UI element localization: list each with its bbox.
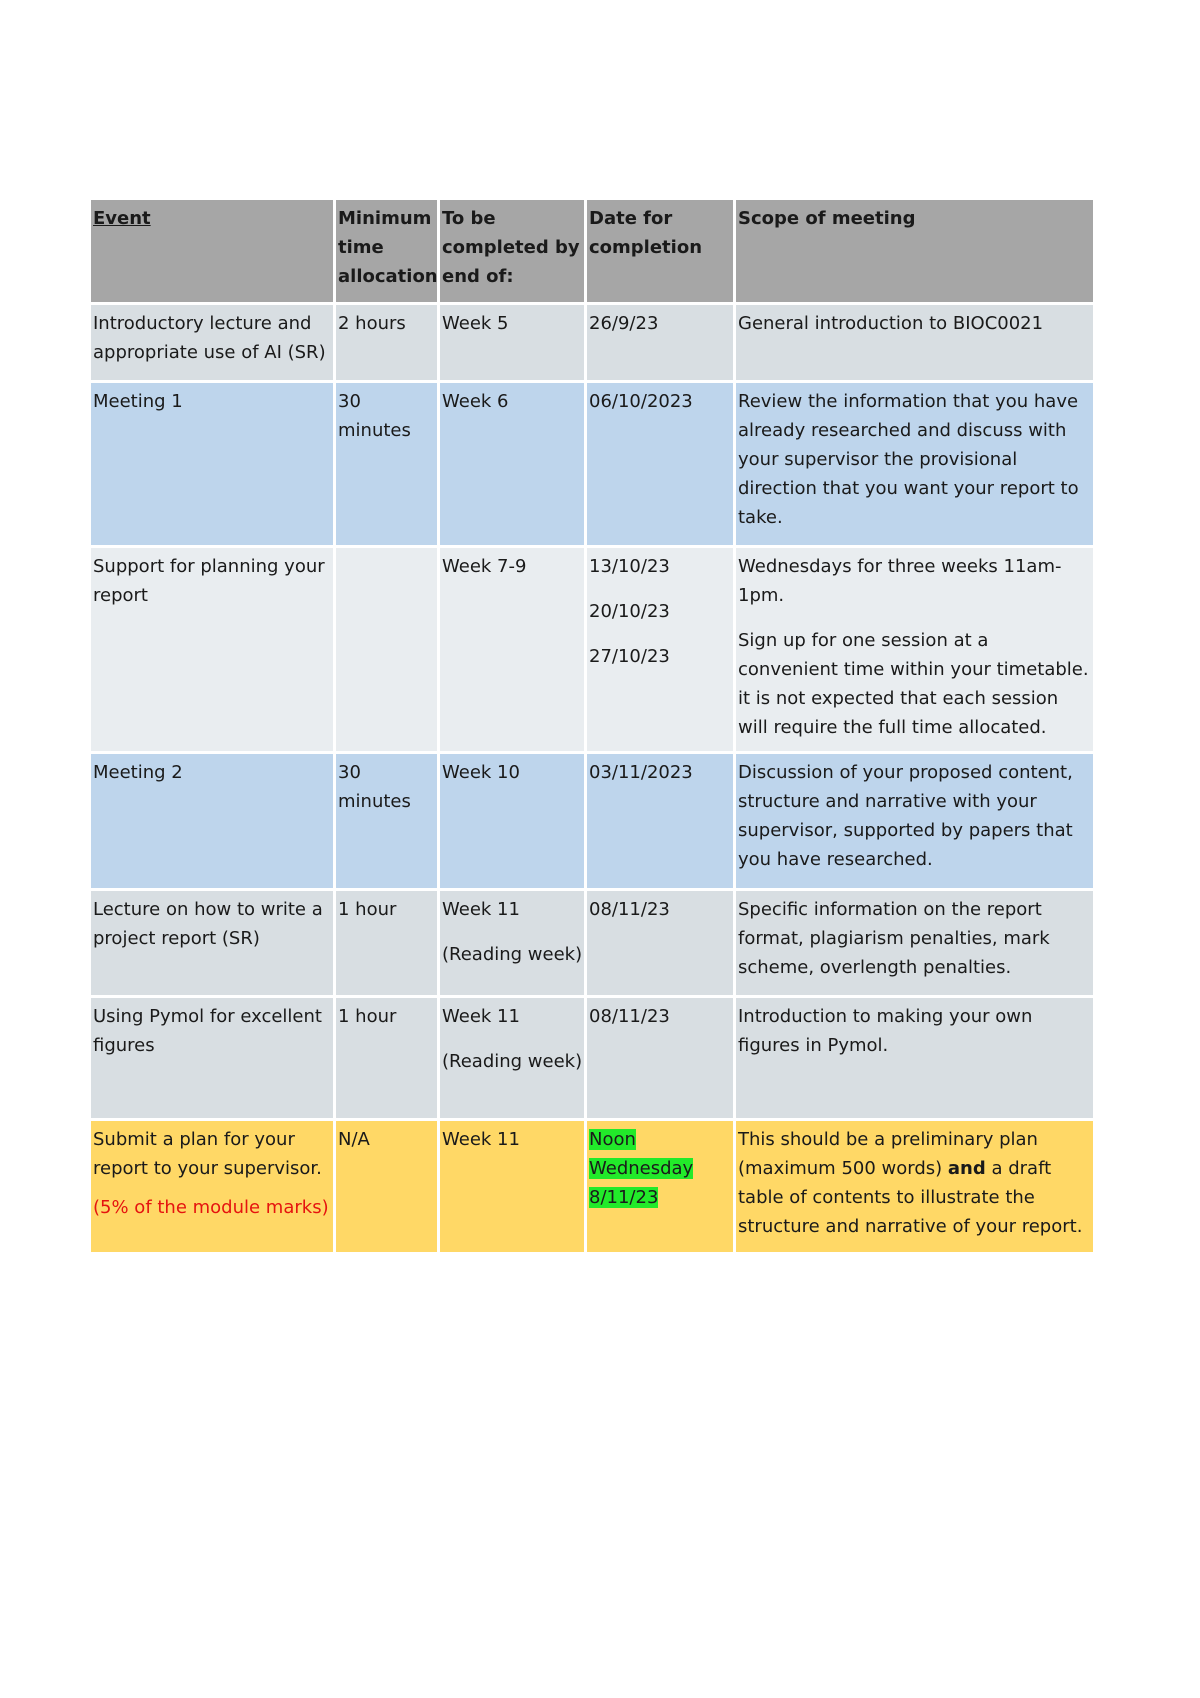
cell-event: Lecture on how to write a project report (SR): [91, 891, 333, 995]
header-complete-by: To be completed by end of:: [440, 200, 584, 302]
table-row: [91, 754, 1093, 888]
cell-week: Week 10: [440, 754, 584, 888]
cell-time: 30 minutes: [336, 383, 437, 545]
week-label: Week 11: [442, 1006, 520, 1027]
cell-scope: [736, 1121, 1093, 1252]
table-header-row: [91, 200, 1093, 302]
cell-time: N/A: [336, 1121, 437, 1252]
week-note: (Reading week): [442, 1051, 583, 1072]
date-line: 27/10/23: [589, 646, 670, 667]
cell-event: Meeting 2: [91, 754, 333, 888]
cell-scope: General introduction to BIOC0021: [736, 305, 1093, 380]
table-row: [91, 1121, 1093, 1252]
marks-note: (5% of the module marks): [93, 1197, 329, 1218]
header-min-time: Minimum time allocation: [336, 200, 437, 302]
table-row: [91, 548, 1093, 751]
cell-scope: Introduction to making your own figures in Pymol.: [736, 998, 1093, 1118]
cell-date: 06/10/2023: [587, 383, 733, 545]
cell-event: [91, 1121, 333, 1252]
cell-event: Meeting 1: [91, 383, 333, 545]
scope-text-b: a draft table of contents to illustrate the structure and narrative of your report.: [738, 1158, 1083, 1237]
cell-week: Week 11: [440, 1121, 584, 1252]
cell-week: [440, 891, 584, 995]
cell-event: Introductory lecture and appropriate use of AI (SR): [91, 305, 333, 380]
scope-text-a: This should be a preliminary plan (maximum 500 words): [738, 1129, 1038, 1179]
cell-date: 03/11/2023: [587, 754, 733, 888]
cell-scope: Review the information that you have already researched and discuss with your supervisor the provisional direction that you want your report to take.: [736, 383, 1093, 545]
cell-week: [440, 998, 584, 1118]
table-row: [91, 305, 1093, 380]
table-row: [91, 998, 1093, 1118]
date-line: 20/10/23: [589, 601, 670, 622]
cell-date: 08/11/23: [587, 891, 733, 995]
cell-scope: [736, 548, 1093, 751]
cell-event: Using Pymol for excellent figures: [91, 998, 333, 1118]
cell-time: 30 minutes: [336, 754, 437, 888]
cell-scope: Discussion of your proposed content, structure and narrative with your supervisor, supported by papers that you have researched.: [736, 754, 1093, 888]
deadline-highlight: Noon Wednesday 8/11/23: [589, 1129, 694, 1208]
week-note: (Reading week): [442, 944, 583, 965]
table-row: [91, 383, 1093, 545]
cell-date: 08/11/23: [587, 998, 733, 1118]
cell-time: 1 hour: [336, 891, 437, 995]
event-text: Submit a plan for your report to your supervisor.: [93, 1129, 322, 1179]
cell-date: [587, 1121, 733, 1252]
header-scope: Scope of meeting: [736, 200, 1093, 302]
header-date: Date for completion: [587, 200, 733, 302]
cell-event: Support for planning your report: [91, 548, 333, 751]
cell-time: 2 hours: [336, 305, 437, 380]
cell-time: [336, 548, 437, 751]
schedule-table: [88, 197, 1096, 1255]
scope-paragraph: Sign up for one session at a convenient time within your timetable. it is not expected that each session will require the full time allocated.: [738, 630, 1089, 738]
cell-dates: [587, 548, 733, 751]
table-row: [91, 891, 1093, 995]
cell-date: 26/9/23: [587, 305, 733, 380]
scope-paragraph: Wednesdays for three weeks 11am-1pm.: [738, 556, 1062, 606]
cell-scope: Specific information on the report format, plagiarism penalties, mark scheme, overlength penalties.: [736, 891, 1093, 995]
scope-text-bold: and: [947, 1158, 986, 1179]
cell-week: Week 6: [440, 383, 584, 545]
header-event: Event: [91, 200, 333, 302]
cell-time: 1 hour: [336, 998, 437, 1118]
week-label: Week 11: [442, 899, 520, 920]
date-line: 13/10/23: [589, 556, 670, 577]
cell-week: Week 5: [440, 305, 584, 380]
cell-week: Week 7-9: [440, 548, 584, 751]
